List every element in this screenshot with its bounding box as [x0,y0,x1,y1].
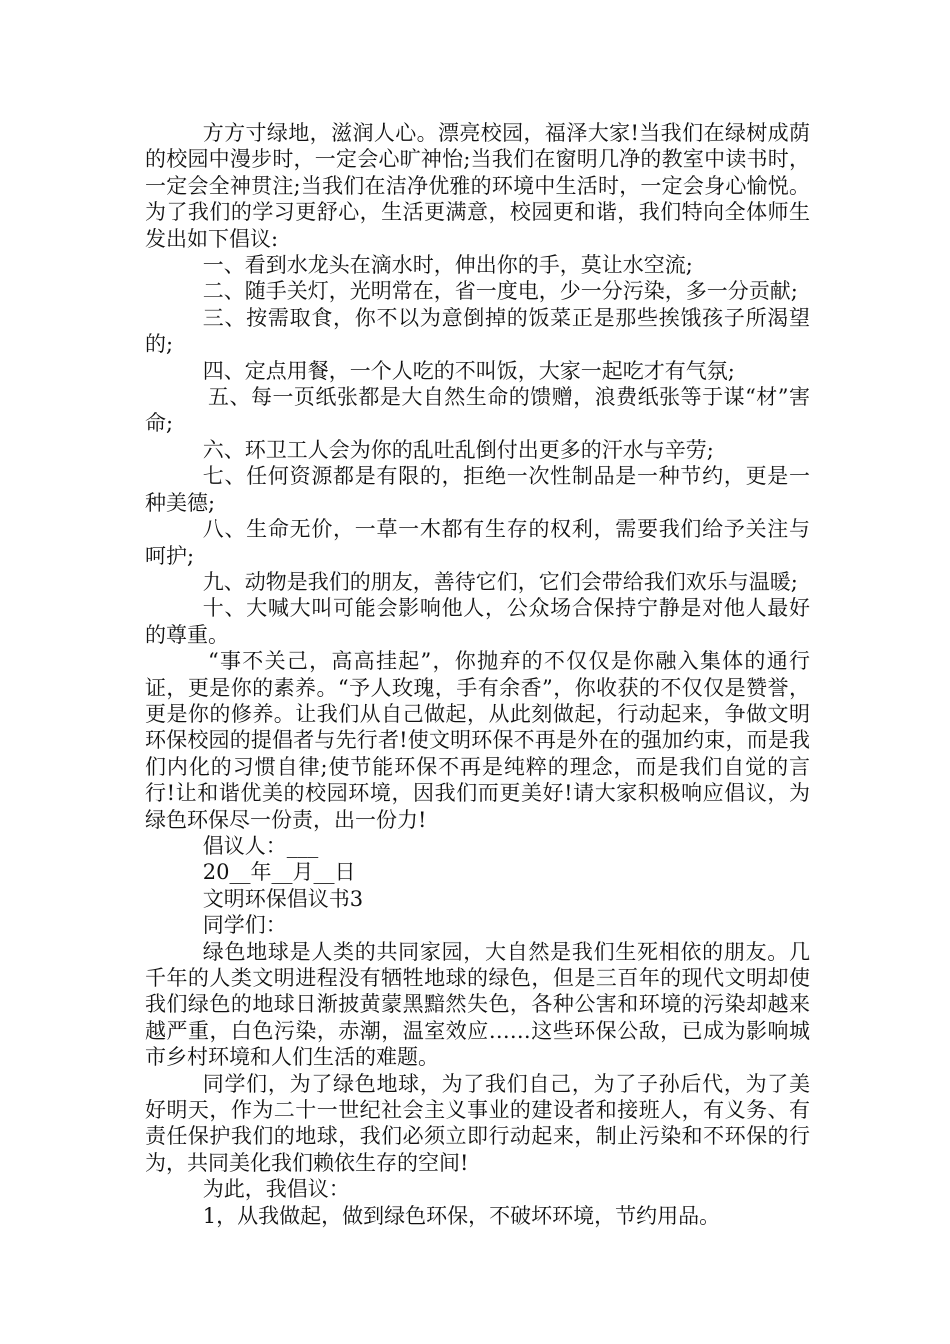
proposal-item-6: 六、环卫工人会为你的乱吐乱倒付出更多的汗水与辛劳; [202,437,714,462]
call-to-action-paragraph: 同学们，为了绿色地球，为了我们自己，为了子孙后代，为了美好明天，作为二十一世纪社会主义事业的建设者和接班人，有义务、有责任保护我们的地球，我们必须立即行动起来，制止污染和不环保的行为，共同美化我们赖依生存的空间! [145,1071,810,1175]
proposal-item-5: 五、每一页纸张都是大自然生命的馈赠，浪费纸张等于谋“材”害命; [145,385,810,436]
intro-paragraph: 方方寸绿地，滋润人心。漂亮校园，福泽大家!当我们在绿树成荫的校园中漫步时，一定会心旷神怡;当我们在窗明几净的教室中读书时，一定会全神贯注;当我们在洁净优雅的环境中生活时，一定会身心愉悦。为了我们的学习更舒心，生活更满意，校园更和谐，我们特向全体师生发出如下倡议: [145,121,810,251]
proposal-item-8: 八、生命无价，一草一木都有生存的权利，需要我们给予关注与呵护; [145,517,810,568]
proposal-item-2: 二、随手关灯，光明常在，省一度电，少一分污染，多一分贡献; [202,279,798,304]
section-title: 文明环保倡议书3 [202,886,364,911]
proposal-point-1: 1，从我做起，做到绿色环保，不破坏环境，节约用品。 [202,1203,721,1228]
date-line: 20__年__月__日 [202,860,356,885]
proposal-item-3: 三、按需取食，你不以为意倒掉的饭菜正是那些挨饿孩子所渴望的; [145,305,810,357]
earth-paragraph: 绿色地球是人类的共同家园，大自然是我们生死相依的朋友。几千年的人类文明进程没有牺牲地球的绿色，但是三百年的现代文明却使我们绿色的地球日渐披黄蒙黑黯然失色，各种公害和环境的污染却越来越严重，白色污染，赤潮，温室效应……这些环保公敌，已成为影响城市乡村环境和人们生活的难题。 [145,939,810,1070]
proposal-item-4: 四、定点用餐，一个人吃的不叫饭，大家一起吃才有气氛; [202,358,735,383]
salutation: 同学们： [202,913,287,938]
closing-paragraph: “事不关己，高高挂起”，你抛弃的不仅仅是你融入集体的通行证，更是你的素养。“予人玫瑰，手有余香”，你收获的不仅仅是赞誉，更是你的修养。让我们从自己做起，从此刻做起，行动起来，争做文明环保校园的提倡者与先行者!使文明环保不再是外在的强加约束，而是我们内化的习惯自律;使节能环保不再是纯粹的理念，而是我们自觉的言行!让和谐优美的校园环境，因我们而更美好!请大家积极响应倡议，为绿色环保尽一份责，出一份力! [145,649,810,832]
proposal-item-9: 九、动物是我们的朋友，善待它们，它们会带给我们欢乐与温暖; [202,569,798,594]
proposal-item-10: 十、大喊大叫可能会影响他人，公众场合保持宁静是对他人最好的尊重。 [145,596,810,647]
proposal-item-1: 一、看到水龙头在滴水时，伸出你的手，莫让水空流; [202,253,693,278]
signer-line: 倡议人：___ [202,833,319,858]
proposal-item-7: 七、任何资源都是有限的，拒绝一次性制品是一种节约，更是一种美德; [145,464,810,515]
proposal-intro: 为此，我倡议： [202,1177,350,1202]
document-body [145,120,810,1229]
